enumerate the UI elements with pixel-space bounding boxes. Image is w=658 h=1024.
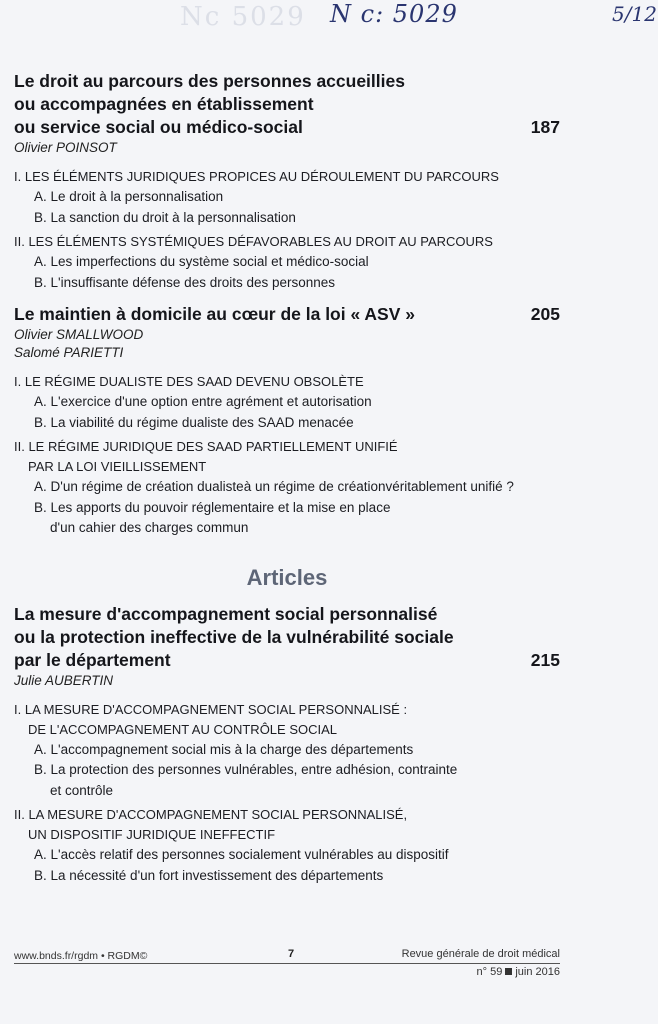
subsection-item bbox=[14, 413, 560, 434]
subsection-item bbox=[14, 273, 560, 294]
subsection-line: B. La sanction du droit à la personnalisation bbox=[34, 209, 296, 225]
footer-issue-number: n° 59 bbox=[476, 966, 503, 978]
article-author: Salomé PARIETTI bbox=[14, 345, 124, 360]
section-heading bbox=[14, 372, 560, 392]
section-heading-line: PAR LA LOI VIEILLISSEMENT bbox=[28, 459, 207, 474]
section-heading-line: II. LE RÉGIME JURIDIQUE DES SAAD PARTIELLEMENT UNIFIÉ bbox=[14, 439, 398, 454]
article-title-line: ou la protection ineffective de la vulnérabilité sociale bbox=[14, 626, 454, 647]
footer-date: juin 2016 bbox=[515, 966, 560, 978]
article-title-lines bbox=[14, 70, 405, 139]
section-heading-line: II. LA MESURE D'ACCOMPAGNEMENT SOCIAL PERSONNALISÉ, bbox=[14, 807, 408, 822]
footer-journal: Revue générale de droit médical bbox=[401, 948, 560, 960]
table-of-contents bbox=[14, 70, 560, 886]
section-heading bbox=[14, 232, 560, 252]
article-author: Olivier POINSOT bbox=[14, 140, 117, 155]
toc-entry bbox=[14, 303, 560, 539]
articles-heading: Articles bbox=[246, 564, 328, 590]
footer-issue bbox=[477, 966, 560, 978]
subsection-item bbox=[14, 760, 560, 801]
article-title-line: par le département bbox=[14, 649, 171, 670]
article-title bbox=[14, 70, 560, 139]
subsection-line: A. D'un régime de création dualisteà un régime de créationvéritablement unifié ? bbox=[34, 479, 514, 494]
section-heading-line: I. LES ÉLÉMENTS JURIDIQUES PROPICES AU DÉROULEMENT DU PARCOURS bbox=[14, 169, 499, 184]
subsection-line: et contrôle bbox=[50, 782, 114, 798]
footer-url: www.bnds.fr/rgdm • RGDM© bbox=[14, 950, 148, 962]
article-title-line: Le droit au parcours des personnes accueillies bbox=[14, 71, 405, 91]
subsection-line: A. L'accès relatif des personnes socialement vulnérables au dispositif bbox=[34, 847, 449, 862]
subsection-line: A. L'exercice d'une option entre agrément et autorisation bbox=[34, 394, 372, 409]
faint-stamp: Nc 5029 bbox=[180, 2, 306, 32]
subsection-item bbox=[14, 740, 560, 761]
article-title-line: Le maintien à domicile au cœur de la loi « ASV » bbox=[14, 304, 415, 324]
toc-entry bbox=[14, 603, 560, 887]
handwritten-reference: N c: 5029 bbox=[330, 0, 458, 28]
subsection-line: A. Le droit à la personnalisation bbox=[34, 189, 224, 204]
subsection-item bbox=[14, 208, 560, 229]
subsection-line: B. Les apports du pouvoir réglementaire et la mise en place bbox=[34, 499, 391, 515]
section-heading bbox=[14, 437, 560, 477]
article-title-lines bbox=[14, 303, 415, 326]
article-page-number: 187 bbox=[530, 117, 560, 137]
subsection-line: d'un cahier des charges commun bbox=[50, 520, 249, 535]
section-heading bbox=[14, 700, 560, 740]
article-author: Olivier SMALLWOOD bbox=[14, 327, 144, 342]
footer-rule bbox=[14, 963, 560, 964]
article-title-line: ou accompagnées en établissement bbox=[14, 94, 314, 114]
section-heading-line: I. LE RÉGIME DUALISTE DES SAAD DEVENU OBSOLÈTE bbox=[14, 374, 364, 389]
section-heading-line: I. LA MESURE D'ACCOMPAGNEMENT SOCIAL PERSONNALISÉ : bbox=[14, 701, 408, 717]
subsection-item bbox=[14, 845, 560, 866]
section-heading-line: DE L'ACCOMPAGNEMENT AU CONTRÔLE SOCIAL bbox=[28, 721, 338, 737]
article-title-line: La mesure d'accompagnement social personnalisé bbox=[14, 603, 438, 624]
section-heading bbox=[14, 167, 560, 187]
section-heading bbox=[14, 805, 560, 845]
subsection-item bbox=[14, 187, 560, 208]
subsection-item bbox=[14, 252, 560, 273]
subsection-line: B. La nécessité d'un fort investissement des départements bbox=[34, 867, 384, 883]
subsection-line: A. L'accompagnement social mis à la charge des départements bbox=[34, 741, 414, 757]
subsection-item bbox=[14, 477, 560, 498]
article-title bbox=[14, 303, 560, 326]
article-title bbox=[14, 603, 560, 672]
square-bullet-icon bbox=[505, 968, 512, 975]
section-heading-line: UN DISPOSITIF JURIDIQUE INEFFECTIF bbox=[28, 827, 276, 842]
article-title-line: ou service social ou médico-social bbox=[14, 117, 303, 137]
subsection-line: B. La viabilité du régime dualiste des SAAD menacée bbox=[34, 414, 354, 430]
corner-mark: 5/12 bbox=[612, 2, 657, 26]
subsection-item bbox=[14, 498, 560, 539]
subsection-line: B. L'insuffisante défense des droits des personnes bbox=[34, 274, 336, 290]
section-heading-line: II. LES ÉLÉMENTS SYSTÉMIQUES DÉFAVORABLES AU DROIT AU PARCOURS bbox=[14, 234, 493, 249]
subsection-item bbox=[14, 866, 560, 887]
subsection-line: B. La protection des personnes vulnérables, entre adhésion, contrainte bbox=[34, 762, 458, 777]
footer-page-number: 7 bbox=[288, 948, 295, 960]
subsection-line: A. Les imperfections du système social et médico-social bbox=[34, 254, 369, 269]
article-page-number: 215 bbox=[530, 649, 560, 670]
article-author: Julie AUBERTIN bbox=[14, 672, 114, 688]
article-title-lines bbox=[14, 603, 454, 672]
toc-entry bbox=[14, 70, 560, 293]
article-page-number: 205 bbox=[530, 304, 560, 324]
subsection-item bbox=[14, 392, 560, 413]
